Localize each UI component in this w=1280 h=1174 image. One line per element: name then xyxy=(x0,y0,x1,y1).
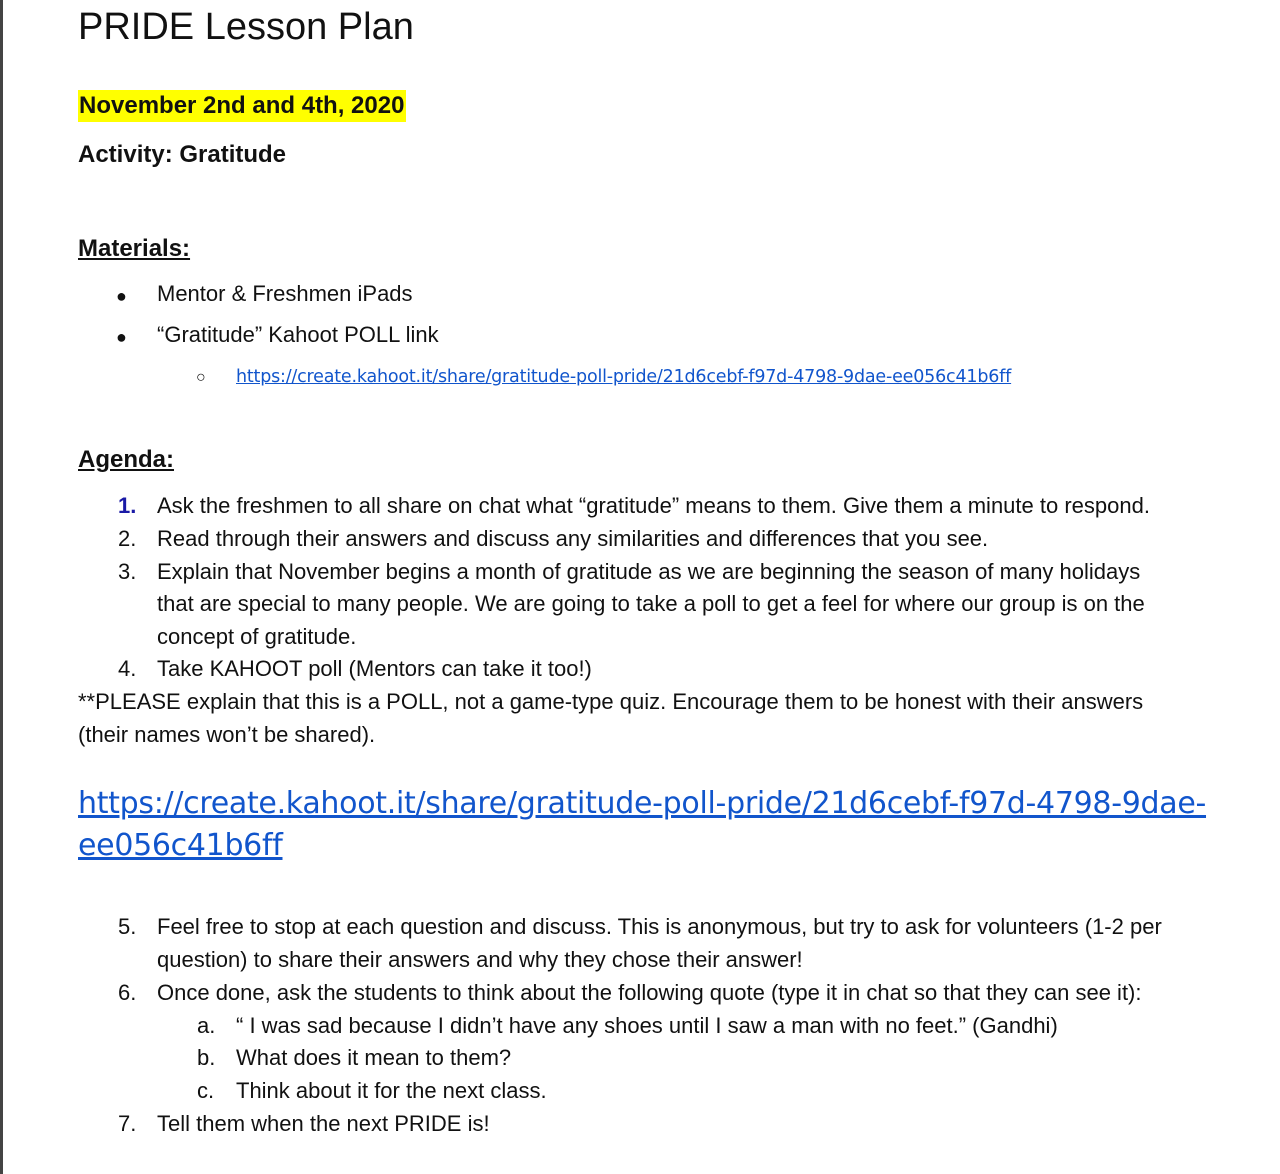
sub-bullet-icon: ○ xyxy=(196,369,206,386)
agenda-item-text: Explain that November begins a month of gratitude as we are beginning the season of many holidays xyxy=(157,559,1141,584)
bullet-icon: ● xyxy=(116,327,127,347)
agenda-item-text: Once done, ask the students to think about the following quote (type it in chat so that they can see it): xyxy=(157,980,1142,1005)
materials-item: Mentor & Freshmen iPads xyxy=(157,281,413,306)
agenda-item-text: Read through their answers and discuss any similarities and differences that you see. xyxy=(157,526,989,551)
activity-label: Activity: Gratitude xyxy=(78,141,287,168)
agenda-item-text: Take KAHOOT poll (Mentors can take it too!) xyxy=(157,656,592,681)
sub-item-text: What does it mean to them? xyxy=(236,1045,512,1070)
bullet-icon: ● xyxy=(116,286,127,306)
agenda-item-text: question) to share their answers and why they chose their answer! xyxy=(157,947,803,972)
document-title: PRIDE Lesson Plan xyxy=(78,6,414,48)
list-number: 1. xyxy=(118,493,137,518)
agenda-item-text: Feel free to stop at each question and discuss. This is anonymous, but try to ask for volunteers (1-2 per xyxy=(157,914,1162,939)
sub-item-text: “ I was sad because I didn’t have any shoes until I saw a man with no feet.” (Gandhi) xyxy=(236,1013,1058,1038)
list-number: 3. xyxy=(118,559,137,584)
materials-item: “Gratitude” Kahoot POLL link xyxy=(157,322,439,347)
agenda-item-text: Ask the freshmen to all share on chat what “gratitude” means to them. Give them a minute to respond. xyxy=(157,493,1150,518)
agenda-item-text: that are special to many people. We are going to take a poll to get a feel for where our group is on the xyxy=(157,591,1145,616)
date-highlight: November 2nd and 4th, 2020 xyxy=(78,90,406,122)
kahoot-poll-link[interactable]: https://create.kahoot.it/share/gratitude-poll-pride/21d6cebf-f97d-4798-9dae-ee056c41b6ff xyxy=(236,367,1012,387)
kahoot-big-link[interactable]: https://create.kahoot.it/share/gratitude-poll-pride/21d6cebf-f97d-4798-9dae- xyxy=(78,786,1207,821)
list-number: 5. xyxy=(118,914,137,939)
note-text: **PLEASE explain that this is a POLL, not a game-type quiz. Encourage them to be honest with their answers xyxy=(78,689,1144,714)
list-number: 7. xyxy=(118,1111,137,1136)
list-number: 4. xyxy=(118,656,137,681)
kahoot-big-link-continued[interactable]: ee056c41b6ff xyxy=(78,828,283,863)
agenda-heading: Agenda: xyxy=(78,446,174,473)
sub-item-text: Think about it for the next class. xyxy=(236,1078,547,1103)
sub-item-letter: a. xyxy=(197,1013,216,1038)
note-text: (their names won’t be shared). xyxy=(78,722,376,747)
list-number: 6. xyxy=(118,980,137,1005)
sub-item-letter: b. xyxy=(197,1045,216,1070)
agenda-item-text: concept of gratitude. xyxy=(157,624,357,649)
agenda-item-text: Tell them when the next PRIDE is! xyxy=(157,1111,490,1136)
materials-heading: Materials: xyxy=(78,235,191,262)
sub-item-letter: c. xyxy=(197,1078,215,1103)
page-left-edge xyxy=(0,0,3,1174)
list-number: 2. xyxy=(118,526,137,551)
